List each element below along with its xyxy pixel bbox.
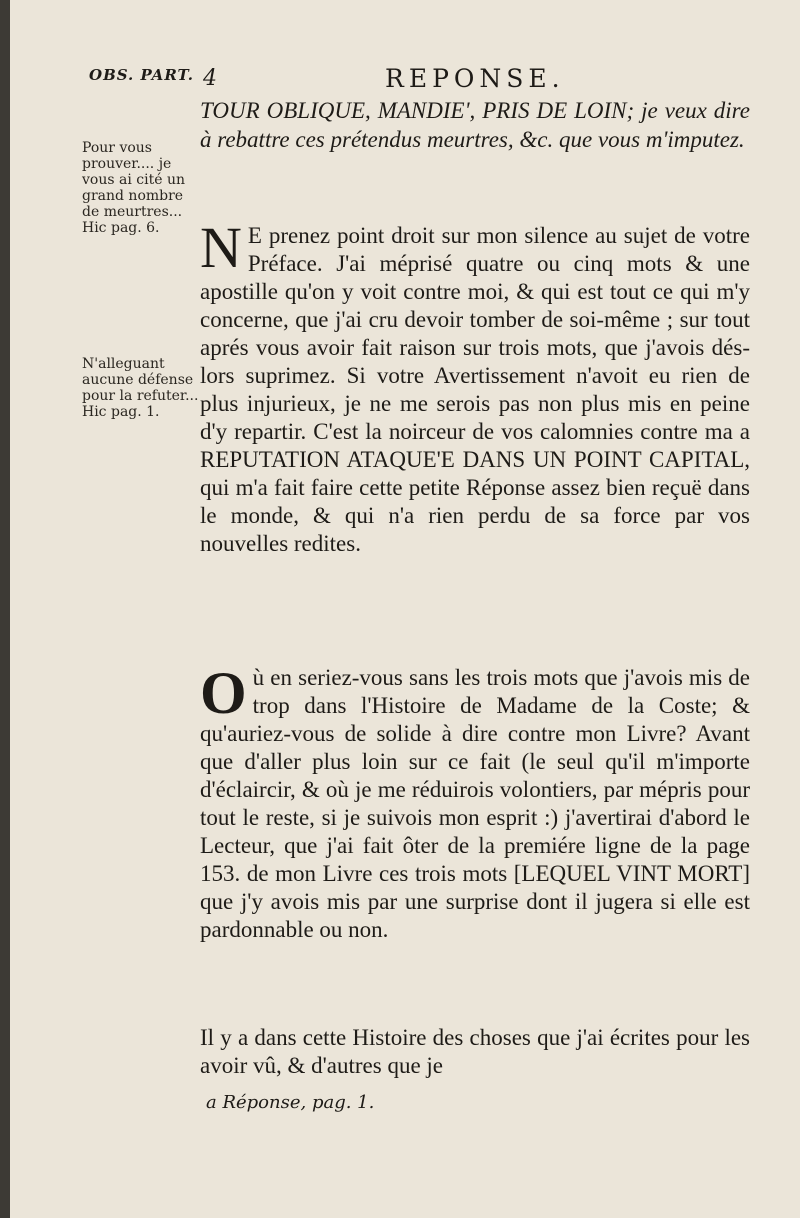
page-number: 4 (203, 66, 217, 91)
paragraph-2-text: ù en seriez-vous sans les trois mots que j'avois mis de trop dans l'Histoire de Madame de la Coste; & qu'auriez-vous de solide à dire contre mon Livre? Avant que d'aller plus loin sur ce fait (le seul qu'il m'importe d'éclaircir, & où je me réduirois volontiers, par mépris pour tout le reste, si je suivois mon esprit :) j'avertirai d'abord le Lecteur, que j'ai fait ôter de la premiére ligne de la page 153. de mon Livre ces trois mots [LEQUEL VINT MORT] que j'y avois mis par une surprise dont il jugera si elle est pardonnable ou non. (200, 665, 750, 942)
paragraph-1-text: E prenez point droit sur mon silence au sujet de votre Préface. J'ai méprisé quatre ou cinq mots & une apostille qu'on y voit contre moi, & qui est tout ce qui m'y concerne, que j'ai cru devoir tomber de soi-même ; sur tout aprés vous avoir fait raison sur trois mots, que j'avois dés-lors suprimez. Si votre Avertissement n'avoit eu rien de plus injurieux, je ne me serois pas non plus mis en peine d'y repartir. C'est la noirceur de vos calomnies contre ma a REPUTATION ATAQUE'E DANS UN POINT CAPITAL, qui m'a fait faire cette petite Réponse assez bien reçuë dans le monde, & qui n'a rien perdu de sa force par vos nouvelles redites. (200, 223, 750, 556)
margin-note-2: N'alleguant aucune défense pour la refuter... Hic pag. 1. (82, 356, 199, 420)
paragraph-2 (200, 660, 750, 944)
book-page (10, 0, 800, 1218)
running-head-left: OBS. PART. (89, 66, 194, 84)
section-title: TOUR OBLIQUE, MANDIE', PRIS DE LOIN; je veux dire à rebattre ces prétendus meurtres, &c. que vous m'imputez. (200, 98, 750, 152)
running-title: REPONSE. (385, 64, 565, 93)
drop-cap-o: O (200, 660, 247, 726)
paragraph-3: Il y a dans cette Histoire des choses que j'ai écrites pour les avoir vû, & d'autres que je (200, 1025, 750, 1078)
drop-cap-n: N (200, 215, 242, 280)
paragraph-1 (200, 215, 750, 558)
margin-note-1: Pour vous prouver.... je vous ai cité un grand nombre de meurtres... Hic pag. 6. (82, 140, 185, 236)
footnote: a Réponse, pag. 1. (206, 1092, 375, 1113)
